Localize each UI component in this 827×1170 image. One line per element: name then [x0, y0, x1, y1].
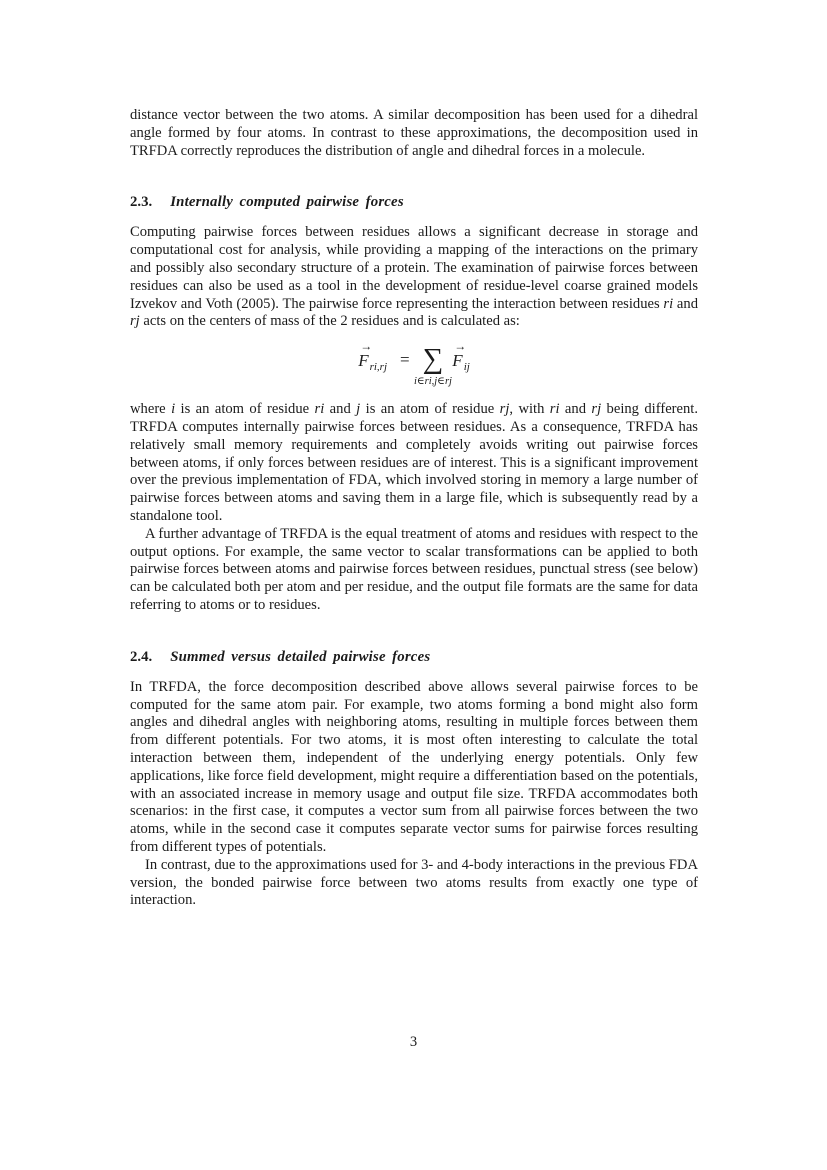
sum-icon: ∑ [422, 343, 444, 376]
text-run: where [130, 401, 172, 418]
page-number: 3 [409, 1034, 418, 1050]
text-run: and [324, 401, 357, 418]
text-run: ri [663, 295, 674, 312]
paragraph-2-3-intro [130, 224, 698, 331]
text-run: ri [549, 401, 560, 418]
vector-arrow-icon: → [454, 338, 466, 353]
vector-F-rhs [452, 338, 466, 371]
sum-subscript: i∈ri,j∈rj [413, 376, 452, 388]
text-run: In TRFDA, the force decomposition described above allows several pairwise forces to be computed for the same atom pair. For example, two atoms forming a bond might also form angles and dihedral angles with neighboring atoms, resulting in multiple forces between them from different potentials. For two atoms, it is most often interesting to calculate the total interaction between them, independent of the underlying energy potentials. Only few applications, like force field development, might require a differentiation based on the potentials, with an associated increase in memory usage and output file size. TRFDA accommodates both scenarios: in the first case, it computes a vector sum from all pairwise forces between the two atoms, while in the second case it computes separate vector sums for pairwise forces resulting from different types of potentials. [130, 678, 698, 855]
text-run: rj [130, 313, 140, 330]
paragraph-2-4-contrast [130, 857, 698, 910]
section-title: Summed versus detailed pairwise forces [170, 648, 431, 665]
text-run: is an atom of residue [175, 401, 315, 418]
section-heading-2-4 [130, 648, 698, 666]
text-run: is an atom of residue [360, 401, 500, 418]
text-run: and [673, 295, 698, 312]
equals-sign: = [400, 349, 410, 369]
paragraph-intro [130, 107, 698, 160]
vector-F-lhs [358, 338, 372, 371]
lhs-subscript: ri,rj [369, 360, 388, 373]
text-run: j [356, 401, 361, 418]
text-run: , with [509, 401, 550, 418]
rhs-subscript: ij [463, 360, 470, 373]
summation [413, 343, 452, 388]
vector-arrow-icon: → [360, 338, 372, 353]
text-run: Computing pairwise forces between residues allows a significant decrease in storage and computational cost for analysis, while providing a mapping of the interactions on the primary and possibly also secondary structure of a protein. The examination of pairwise forces between residues can also be used as a tool in the development of residue-level coarse grained models Izvekov and Voth (2005). The pairwise force representing the interaction between residues [130, 224, 698, 312]
paragraph-2-3-further-advantage [130, 526, 698, 615]
paragraph-2-3-where [130, 401, 698, 526]
vector-base: F [358, 350, 369, 370]
text-run: rj [591, 401, 602, 418]
paragraph-2-4-intro [130, 679, 698, 857]
text-run: rj [499, 401, 510, 418]
section-heading-2-3 [130, 193, 698, 211]
text-run: being different. TRFDA computes internally pairwise forces between residues. As a consequence, TRFDA has relatively small memory requirements and completely avoids writing out pairwise forces between atoms, if only forces between residues are of interest. This is a significant improvement over the previous implementation of FDA, which involved storing in memory a large number of pairwise forces between atoms and saving them in a large file, which is subsequently read by a standalone tool. [130, 401, 699, 524]
text-run: and [559, 401, 592, 418]
text-run: A further advantage of TRFDA is the equal treatment of atoms and residues with respect to the output options. For example, the same vector to scalar transformations can be applied to both pairwise forces between atoms and pairwise forces between residues, punctual stress (see below) can be calculated both per atom and per residue, and the output file formats are the same for data referring to atoms or to residues. [130, 525, 698, 613]
text-run: acts on the centers of mass of the 2 residues and is calculated as: [139, 313, 520, 330]
text-run: distance vector between the two atoms. A similar decomposition has been used for a dihedral angle formed by four atoms. In contrast to these approximations, the decomposition used in TRFDA correctly reproduces the distribution of angle and dihedral forces in a molecule. [130, 107, 698, 159]
text-run: ri [314, 401, 325, 418]
text-block [130, 107, 698, 910]
text-run: i [171, 401, 176, 418]
section-title: Internally computed pairwise forces [170, 194, 404, 211]
section-number: 2.3. [130, 194, 153, 211]
equation-pairwise-residue-force [130, 338, 698, 388]
page-footer [0, 1033, 827, 1051]
text-run: In contrast, due to the approximations used for 3- and 4-body interactions in the previous FDA version, the bonded pairwise force between two atoms results from exactly one type of interaction. [130, 856, 698, 909]
section-number: 2.4. [130, 648, 153, 665]
vector-base: F [452, 350, 463, 370]
